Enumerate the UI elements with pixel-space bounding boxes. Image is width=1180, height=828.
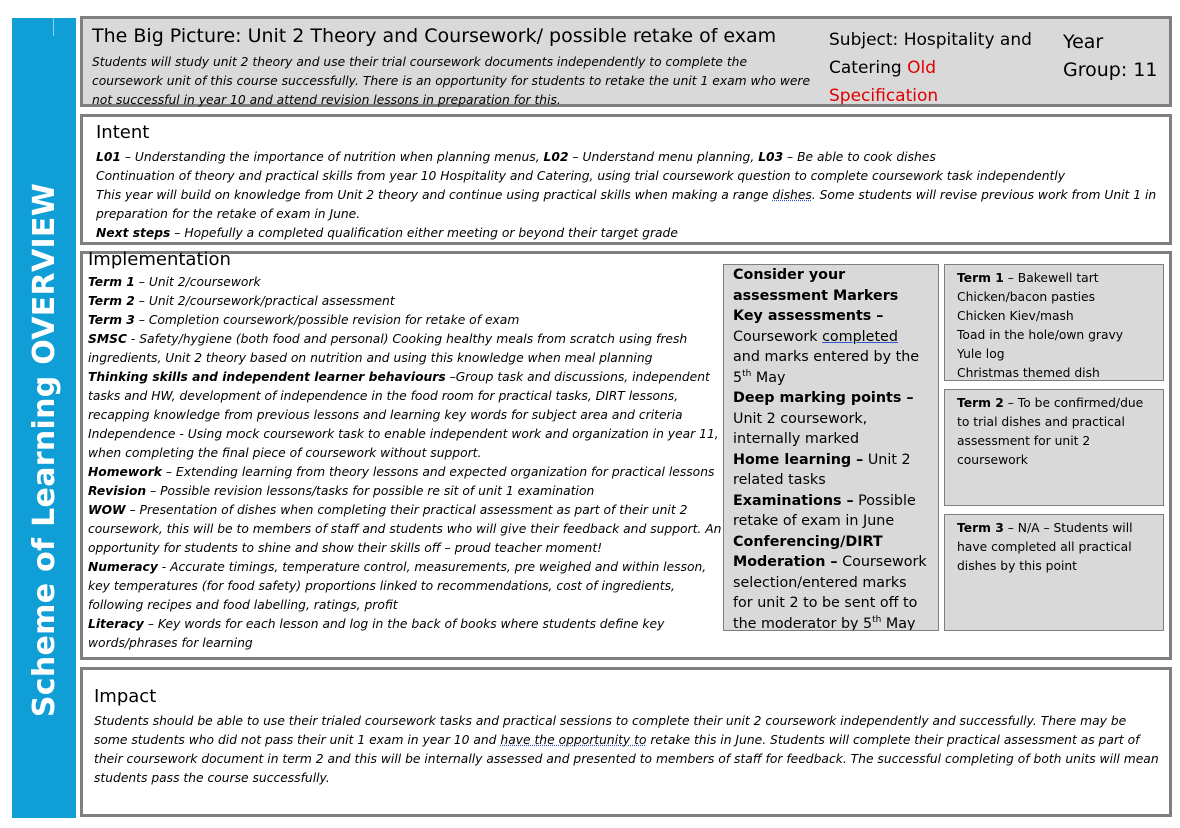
- intent-line-3: [96, 186, 1162, 224]
- term-1-item: Toad in the hole/own gravy: [957, 328, 1124, 342]
- impact-section: [80, 667, 1172, 817]
- markers-conf-label: Conferencing/DIRT Moderation –: [733, 533, 883, 570]
- page-title: The Big Picture: Unit 2 Theory and Coursework/ possible retake of exam: [92, 25, 777, 47]
- impl-term-3-label: Term 3: [88, 313, 135, 327]
- impl-term-3-text: – Completion coursework/possible revision for retake of exam: [134, 313, 520, 327]
- sidebar-title: Scheme of Learning OVERVIEW: [26, 182, 62, 718]
- intent-heading: Intent: [96, 122, 150, 143]
- impl-term-3: [88, 311, 723, 330]
- next-steps-text: – Hopefully a completed qualification either meeting or beyond their target grade: [170, 226, 678, 240]
- impl-term-1: [88, 273, 723, 292]
- impl-revision-label: Revision: [88, 484, 147, 498]
- term-1-box: [944, 264, 1164, 381]
- impl-numeracy: [88, 558, 723, 615]
- markers-conf: [733, 532, 929, 632]
- impl-homework-text: – Extending learning from theory lessons and expected organization for practical lessons: [161, 465, 715, 479]
- header-description: Students will study unit 2 theory and use their trial coursework documents independently to complete the coursework unit of this course successfully. There is an opportunity for students to retake the unit 1 exam who were not successful in year 10 and attend revision lessons in preparation for this.: [92, 55, 811, 107]
- sidebar-mark: [53, 18, 54, 36]
- impl-smsc: [88, 330, 723, 368]
- term-1-first: – Bakewell tart: [1003, 271, 1099, 285]
- intent-line-3a: This year will build on knowledge from Unit 2 theory and continue using practical skills when making a range: [96, 188, 773, 202]
- markers-deep-text: Unit 2 coursework, internally marked: [733, 410, 868, 447]
- markers-key-link: completed: [822, 328, 898, 345]
- term-3-box: [944, 514, 1164, 631]
- markers-conf-sup: th: [872, 614, 882, 625]
- impl-term-2: [88, 292, 723, 311]
- assessment-markers-box: [723, 264, 939, 631]
- implementation-body: [88, 273, 723, 653]
- markers-home-text: Unit 2 related tasks: [733, 451, 911, 488]
- markers-heading: [733, 265, 929, 306]
- impl-term-2-label: Term 2: [88, 294, 135, 308]
- term-1-item: Christmas themed dish: [957, 366, 1100, 380]
- term-2-label: Term 2: [957, 396, 1004, 410]
- impl-revision: [88, 482, 723, 501]
- impl-literacy-label: Literacy: [88, 617, 144, 631]
- impact-body: [94, 712, 1160, 788]
- lo2-label: L02: [543, 150, 569, 164]
- impl-thinking-text: –Group task and discussions, independent tasks and HW, development of independence in the food room for practical tasks, DIRT lessons, recapping knowledge from previous lessons and learning key words for subject area and criteria: [88, 370, 710, 422]
- markers-conf-text-b: May: [881, 615, 916, 631]
- markers-key-text-a: Coursework: [733, 328, 823, 345]
- impl-term-1-label: Term 1: [88, 275, 135, 289]
- impact-text-a: Students should be able to use their trialed coursework tasks and practical sessions to complete their unit 2 coursework independently and successfully. There may be some students who did not pass their unit 1 exam in year 10 and: [94, 714, 1127, 747]
- impl-smsc-text: - Safety/hygiene (both food and personal) Cooking healthy meals from scratch using fresh ingredients, Unit 2 theory based on nutrition and using this knowledge when meal planning: [88, 332, 688, 365]
- markers-heading-text: Consider your assessment Markers: [733, 267, 899, 304]
- term-2-box: [944, 389, 1164, 506]
- intent-line-3-word: dishes: [772, 188, 812, 202]
- impl-numeracy-text: - Accurate timings, temperature control, measurements, pre weighed and within lesson, key temperatures (for food safety) proportions linked to recommendations, cost of ingredients, following recipes and food labelling, ratings, profit: [88, 560, 707, 612]
- impl-thinking: [88, 368, 723, 425]
- impl-independence: Independence - Using mock coursework task to enable independent work and organization in year 11, when completing the final piece of coursework without support.: [88, 427, 719, 460]
- markers-deep: [733, 388, 929, 450]
- impl-term-2-text: – Unit 2/coursework/practical assessment: [134, 294, 395, 308]
- impl-thinking-label: Thinking skills and independent learner behaviours: [88, 370, 446, 384]
- implementation-heading: Implementation: [88, 249, 231, 270]
- subject-label: Subject:: [829, 30, 899, 50]
- impact-text-b: retake this in June. Students will complete their practical assessment as part of their coursework document in term 2 and this will be internally assessed and presented to members of staff for feedback. The successful completing of both units will mean students pass the course successfully.: [94, 733, 1159, 785]
- term-3-label: Term 3: [957, 521, 1004, 535]
- impl-literacy-text: – Key words for each lesson and log in the back of books where students define key words/phrases for learning: [88, 617, 665, 650]
- term-1-label: Term 1: [957, 271, 1004, 285]
- intent-line-2: Continuation of theory and practical skills from year 10 Hospitality and Catering, using trial coursework question to complete coursework task independently: [96, 169, 1065, 183]
- intent-section: [80, 114, 1172, 245]
- year-label: Year Group:: [1063, 31, 1128, 81]
- impl-numeracy-label: Numeracy: [88, 560, 158, 574]
- lo1-label: L01: [96, 150, 121, 164]
- impl-revision-text: – Possible revision lessons/tasks for possible re sit of unit 1 examination: [146, 484, 595, 498]
- markers-key-label: Key assessments –: [733, 308, 884, 324]
- lo1-text: – Understanding the importance of nutrition when planning menus,: [120, 150, 544, 164]
- intent-body: [96, 148, 1162, 243]
- big-picture-header: [80, 16, 1172, 107]
- next-steps-label: Next steps: [96, 226, 171, 240]
- impl-smsc-label: SMSC: [88, 332, 127, 346]
- intent-line-3b: . Some students will revise previous work from Unit 1 in preparation for the retake of exam in June.: [96, 188, 1157, 221]
- markers-deep-label: Deep marking points –: [733, 390, 914, 406]
- impl-term-1-text: – Unit 2/coursework: [134, 275, 261, 289]
- impl-literacy: [88, 615, 723, 653]
- markers-key-text-b: and marks entered by the 5: [733, 349, 920, 386]
- lo3-label: L03: [758, 150, 784, 164]
- lo2-text: – Understand menu planning,: [568, 150, 759, 164]
- markers-key-sup: th: [742, 368, 752, 379]
- intent-next-steps: [96, 224, 1162, 243]
- intent-objectives: [96, 148, 1162, 167]
- markers-exam-label: Examinations –: [733, 492, 854, 509]
- impl-wow-text: – Presentation of dishes when completing their practical assessment as part of their unit 2 coursework, this will be to members of staff and students who will give their feedback and support. An opportunity for students to shine and show their skills off – proud teacher moment!: [88, 503, 722, 555]
- impl-homework-label: Homework: [88, 465, 162, 479]
- term-1-item: Yule log: [957, 347, 1005, 361]
- term-2-text: – To be confirmed/due to trial dishes and practical assessment for unit 2 coursework: [957, 396, 1144, 467]
- term-1-head: [957, 269, 1151, 288]
- markers-home: [733, 450, 929, 491]
- impact-heading: Impact: [94, 686, 157, 707]
- markers-home-label: Home learning –: [733, 451, 864, 468]
- subject-value: Hospitality and Catering: [829, 30, 1032, 78]
- term-1-item: Chicken Kiev/mash: [957, 309, 1074, 323]
- markers-exam: [733, 491, 929, 532]
- subject-spec: Old Specification: [829, 58, 939, 106]
- markers-conf-text-a: Coursework selection/entered marks for unit 2 to be sent off to the moderator by 5: [733, 554, 927, 631]
- year-group: [1063, 28, 1173, 84]
- impl-homework: [88, 463, 723, 482]
- markers-exam-text: Possible retake of exam in June: [733, 492, 916, 529]
- markers-key: [733, 306, 929, 388]
- lo3-text: – Be able to cook dishes: [783, 150, 936, 164]
- term-1-item: Chicken/bacon pasties: [957, 290, 1096, 304]
- subject-info: [829, 26, 1044, 110]
- markers-key-text-c: May: [751, 369, 786, 386]
- impl-wow: [88, 501, 723, 558]
- term-3-text: – N/A – Students will have completed all practical dishes by this point: [957, 521, 1133, 573]
- year-value: 11: [1133, 59, 1158, 81]
- impl-wow-label: WOW: [88, 503, 126, 517]
- impact-text-link: have the opportunity to: [500, 733, 647, 747]
